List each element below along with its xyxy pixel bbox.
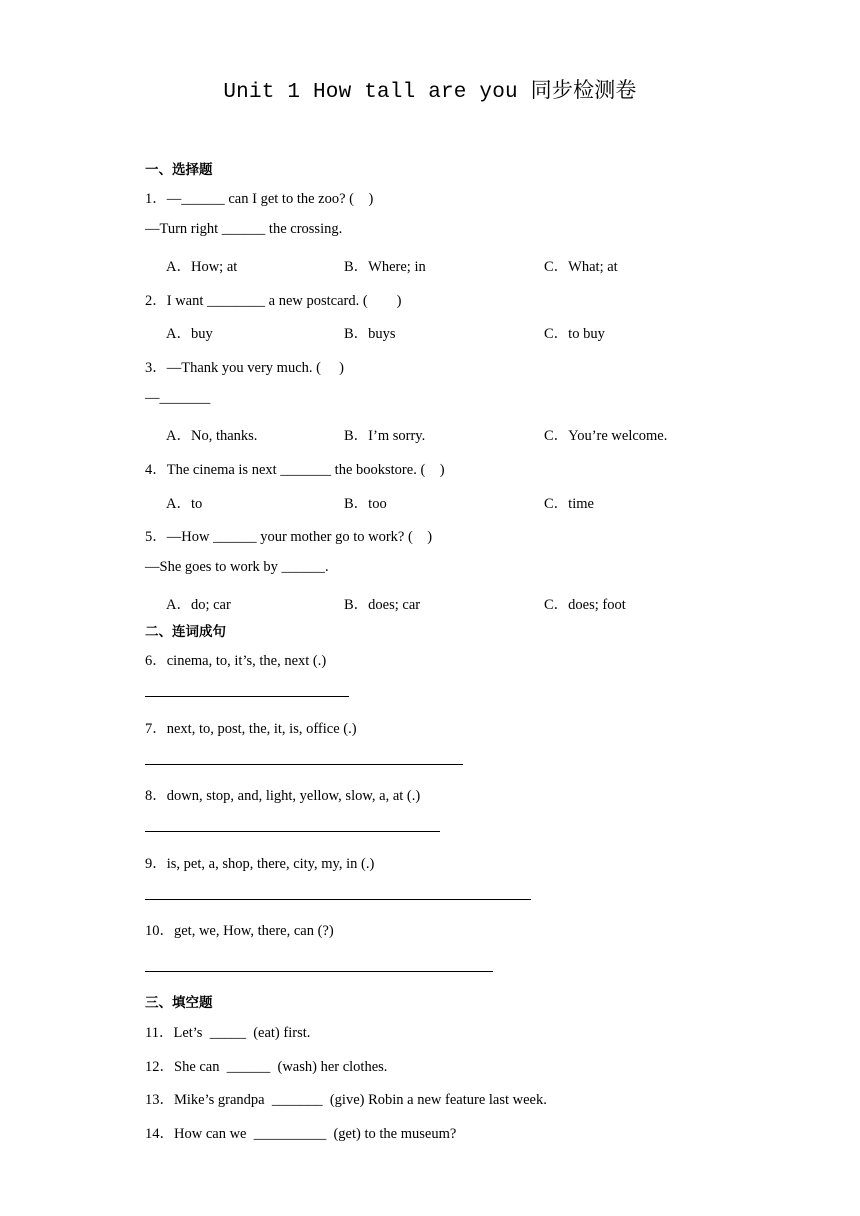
question-4-option-a: A．to	[166, 496, 203, 512]
question-1-option-b: B．Where; in	[344, 259, 426, 275]
section-heading-sentence: 二、连词成句	[145, 624, 226, 640]
question-2-option-b: B．buys	[344, 326, 396, 342]
question-1-option-c: C．What; at	[544, 259, 618, 275]
question-3-option-c: C．You’re welcome.	[544, 428, 668, 444]
question-8-prompt: 8．down, stop, and, light, yellow, slow, a, at (.)	[145, 788, 421, 804]
question-7-answer-line	[145, 764, 463, 765]
question-4-option-c: C．time	[544, 496, 594, 512]
question-5-option-c: C．does; foot	[544, 597, 626, 613]
question-4-option-b: B．too	[344, 496, 387, 512]
question-2-option-c: C．to buy	[544, 326, 605, 342]
question-14-prompt: 14．How can we __________ (get) to the museum?	[145, 1126, 457, 1142]
question-10-answer-line	[145, 971, 493, 972]
question-1-option-a: A．How; at	[166, 259, 238, 275]
question-5-option-a: A．do; car	[166, 597, 231, 613]
question-12-prompt: 12．She can ______ (wash) her clothes.	[145, 1059, 388, 1075]
question-3-option-a: A．No, thanks.	[166, 428, 258, 444]
question-7-prompt: 7．next, to, post, the, it, is, office (.)	[145, 721, 357, 737]
question-9-prompt: 9．is, pet, a, shop, there, city, my, in (.)	[145, 856, 375, 872]
question-6-answer-line	[145, 696, 349, 697]
question-9-answer-line	[145, 899, 531, 900]
question-2-stem: 2．I want ________ a new postcard. ( )	[145, 293, 402, 309]
question-8-answer-line	[145, 831, 440, 832]
question-1-response: —Turn right ______ the crossing.	[145, 221, 343, 237]
page-title: Unit 1 How tall are you 同步检测卷	[223, 81, 637, 104]
question-4-stem: 4．The cinema is next _______ the bookstore. ( )	[145, 462, 445, 478]
question-13-prompt: 13．Mike’s grandpa _______ (give) Robin a new feature last week.	[145, 1092, 547, 1108]
question-10-prompt: 10．get, we, How, there, can (?)	[145, 923, 334, 939]
question-5-option-b: B．does; car	[344, 597, 421, 613]
question-3-stem: 3．—Thank you very much. ( )	[145, 360, 344, 376]
section-heading-choice: 一、选择题	[145, 162, 213, 178]
section-heading-fill: 三、填空题	[145, 995, 213, 1011]
question-5-stem: 5．—How ______ your mother go to work? ( )	[145, 529, 433, 545]
question-3-option-b: B．I’m sorry.	[344, 428, 426, 444]
question-3-response: —_______	[145, 390, 211, 406]
question-11-prompt: 11．Let’s _____ (eat) first.	[145, 1025, 311, 1041]
question-5-response: —She goes to work by ______.	[145, 559, 329, 575]
question-1-stem: 1．—______ can I get to the zoo? ( )	[145, 191, 374, 207]
question-2-option-a: A．buy	[166, 326, 213, 342]
question-6-prompt: 6．cinema, to, it’s, the, next (.)	[145, 653, 327, 669]
